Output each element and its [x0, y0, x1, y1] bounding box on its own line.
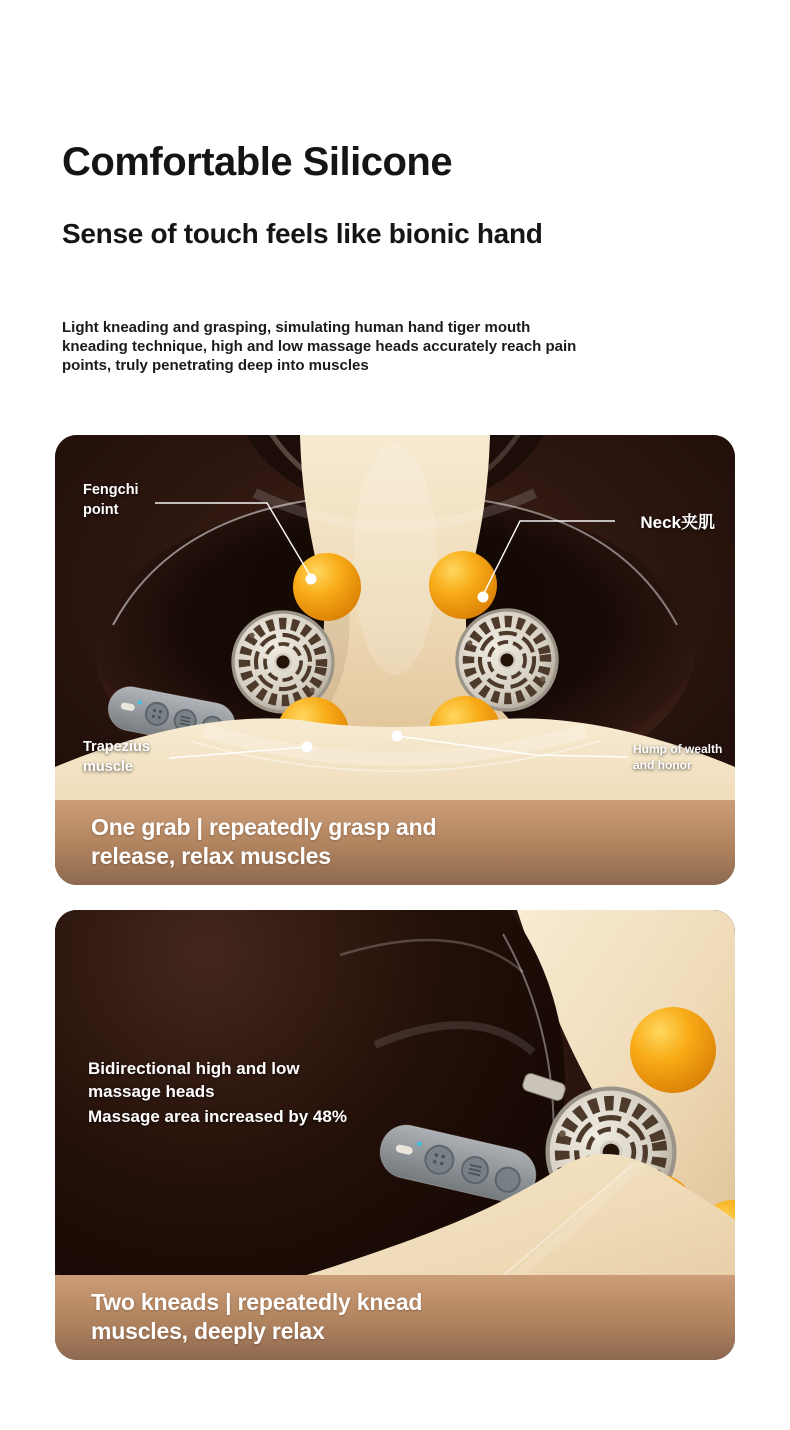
- caption-two-kneads: [55, 1275, 735, 1360]
- massage-ball: [630, 1007, 716, 1093]
- annotation-bidirectional-heads: Bidirectional high and low massage heads: [88, 1059, 300, 1101]
- caption-two-kneads-text: Two kneads | repeatedly knead muscles, deeply relax: [91, 1289, 423, 1345]
- figure-two-kneads: [55, 910, 735, 1360]
- page-title: Comfortable Silicone: [62, 140, 453, 184]
- annotation-fengchi-point: Fengchi point: [83, 482, 139, 518]
- annotation-wealth-hump: Hump of wealth and honor: [633, 742, 723, 773]
- caption-one-grab: [55, 800, 735, 885]
- annotation-trapezius-muscle: Trapezius muscle: [83, 739, 150, 775]
- caption-one-grab-text: One grab | repeatedly grasp and release, relax muscles: [91, 814, 437, 870]
- massage-ball: [429, 551, 497, 619]
- annotation-neck-jiaji-muscle: Neck夹肌: [640, 513, 715, 532]
- page-description: Light kneading and grasping, simulating human hand tiger mouth kneading technique, high and low massage heads accurately reach pain points, truly penetrating deep into muscles: [62, 319, 577, 375]
- annotation-massage-area: Massage area increased by 48%: [88, 1107, 347, 1126]
- figure-one-grab: [55, 435, 735, 885]
- page-subtitle: Sense of touch feels like bionic hand: [62, 218, 543, 249]
